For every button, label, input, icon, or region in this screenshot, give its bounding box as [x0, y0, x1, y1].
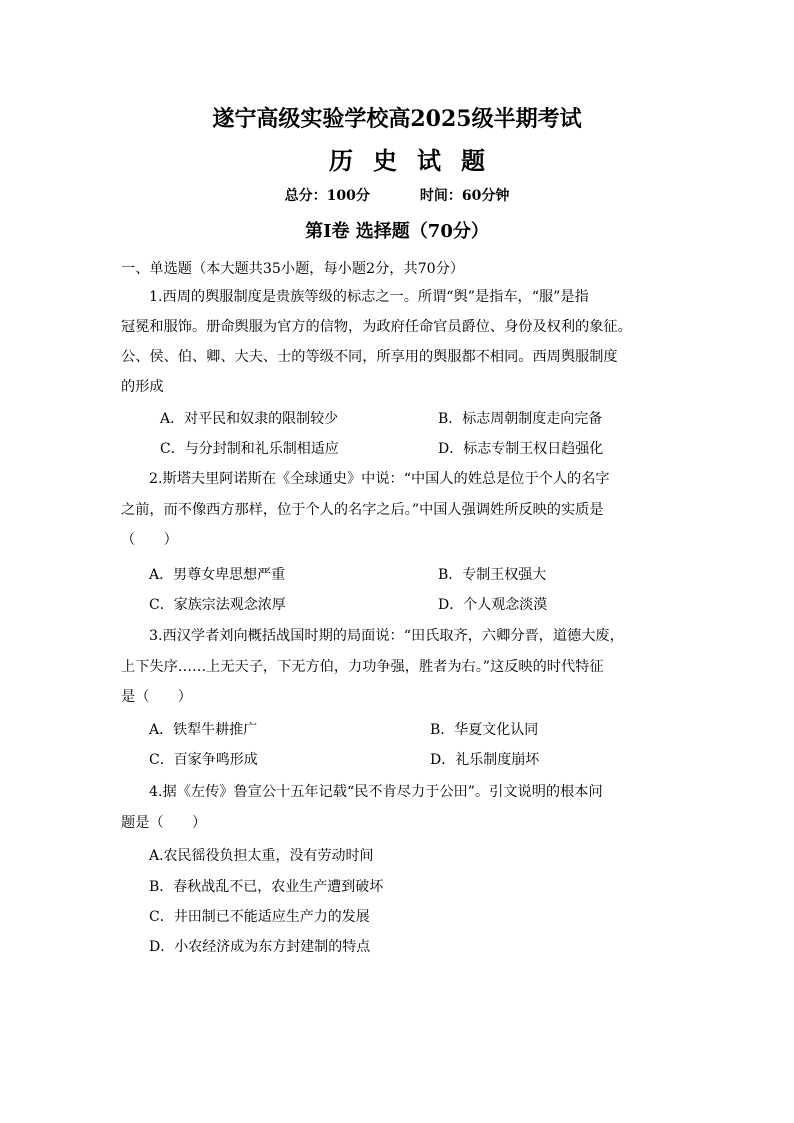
section-instruction: 一、单选题（本大题共35小题，每小题2分，共70分）	[121, 261, 465, 277]
question-3-line-1: 3.西汉学者刘向概括战国时期的局面说：“田氏取齐，六卿分晋，道德大废，	[149, 628, 624, 644]
question-4-option-b: B．春秋战乱不已，农业生产遭到破坏	[149, 879, 384, 895]
total-score: 总分：100分	[284, 188, 370, 204]
question-1-line-4: 的形成	[121, 379, 164, 395]
question-1-option-d: D．标志专制王权日趋强化	[438, 441, 604, 457]
section-title: 第Ⅰ卷 选择题（70分）	[305, 221, 489, 242]
exam-title: 遂宁高级实验学校高2025级半期考试	[212, 106, 582, 132]
question-3-line-3: 是（ ）	[121, 689, 192, 705]
question-3-option-c: C．百家争鸣形成	[149, 752, 258, 768]
question-4-line-1: 4.据《左传》鲁宣公十五年记载“民不肯尽力于公田”。引文说明的根本问	[149, 784, 603, 800]
question-1-line-3: 公、侯、伯、卿、大夫、士的等级不同，所享用的舆服都不相同。西周舆服制度	[121, 349, 618, 365]
question-3-option-d: D．礼乐制度崩坏	[430, 752, 540, 768]
question-2-line-3: （ ）	[121, 532, 178, 548]
question-4-line-2: 题是（ ）	[121, 815, 207, 831]
question-1-option-b: B．标志周朝制度走向完备	[438, 411, 603, 427]
exam-time: 时间：60分钟	[419, 188, 510, 204]
question-1-line-1: 1.西周的舆服制度是贵族等级的标志之一。所谓“舆”是指车，“服”是指	[149, 289, 589, 305]
question-3-option-b: B．华夏文化认同	[430, 722, 539, 738]
question-2-line-1: 2.斯塔夫里阿诺斯在《全球通史》中说：“中国人的姓总是位于个人的名字	[149, 471, 610, 487]
exam-meta	[0, 185, 794, 207]
subject-title: 历史试题	[329, 146, 505, 175]
question-2-option-d: D．个人观念淡漠	[438, 597, 548, 613]
question-3-option-a: A．铁犁牛耕推广	[149, 722, 258, 738]
question-2-option-a: A．男尊女卑思想严重	[149, 567, 286, 583]
question-4-option-d: D．小农经济成为东方封建制的特点	[149, 939, 371, 955]
question-1-option-c: C．与分封制和礼乐制相适应	[160, 441, 339, 457]
question-4-option-c: C．井田制已不能适应生产力的发展	[149, 909, 370, 925]
question-1-option-a: A．对平民和奴隶的限制较少	[160, 411, 339, 427]
question-2-option-b: B．专制王权强大	[438, 567, 547, 583]
question-3-line-2: 上下失序……上无天子，下无方伯，力功争强，胜者为右。”这反映的时代特征	[121, 659, 604, 675]
question-4-option-a: A.农民徭役负担太重，没有劳动时间	[149, 848, 374, 864]
question-1-line-2: 冠冕和服饰。册命舆服为官方的信物，为政府任命官员爵位、身份及权利的象征。	[121, 319, 632, 335]
question-2-line-2: 之前，而不像西方那样，位于个人的名字之后。”中国人强调姓所反映的实质是	[121, 502, 604, 518]
question-2-option-c: C．家族宗法观念浓厚	[149, 597, 286, 613]
